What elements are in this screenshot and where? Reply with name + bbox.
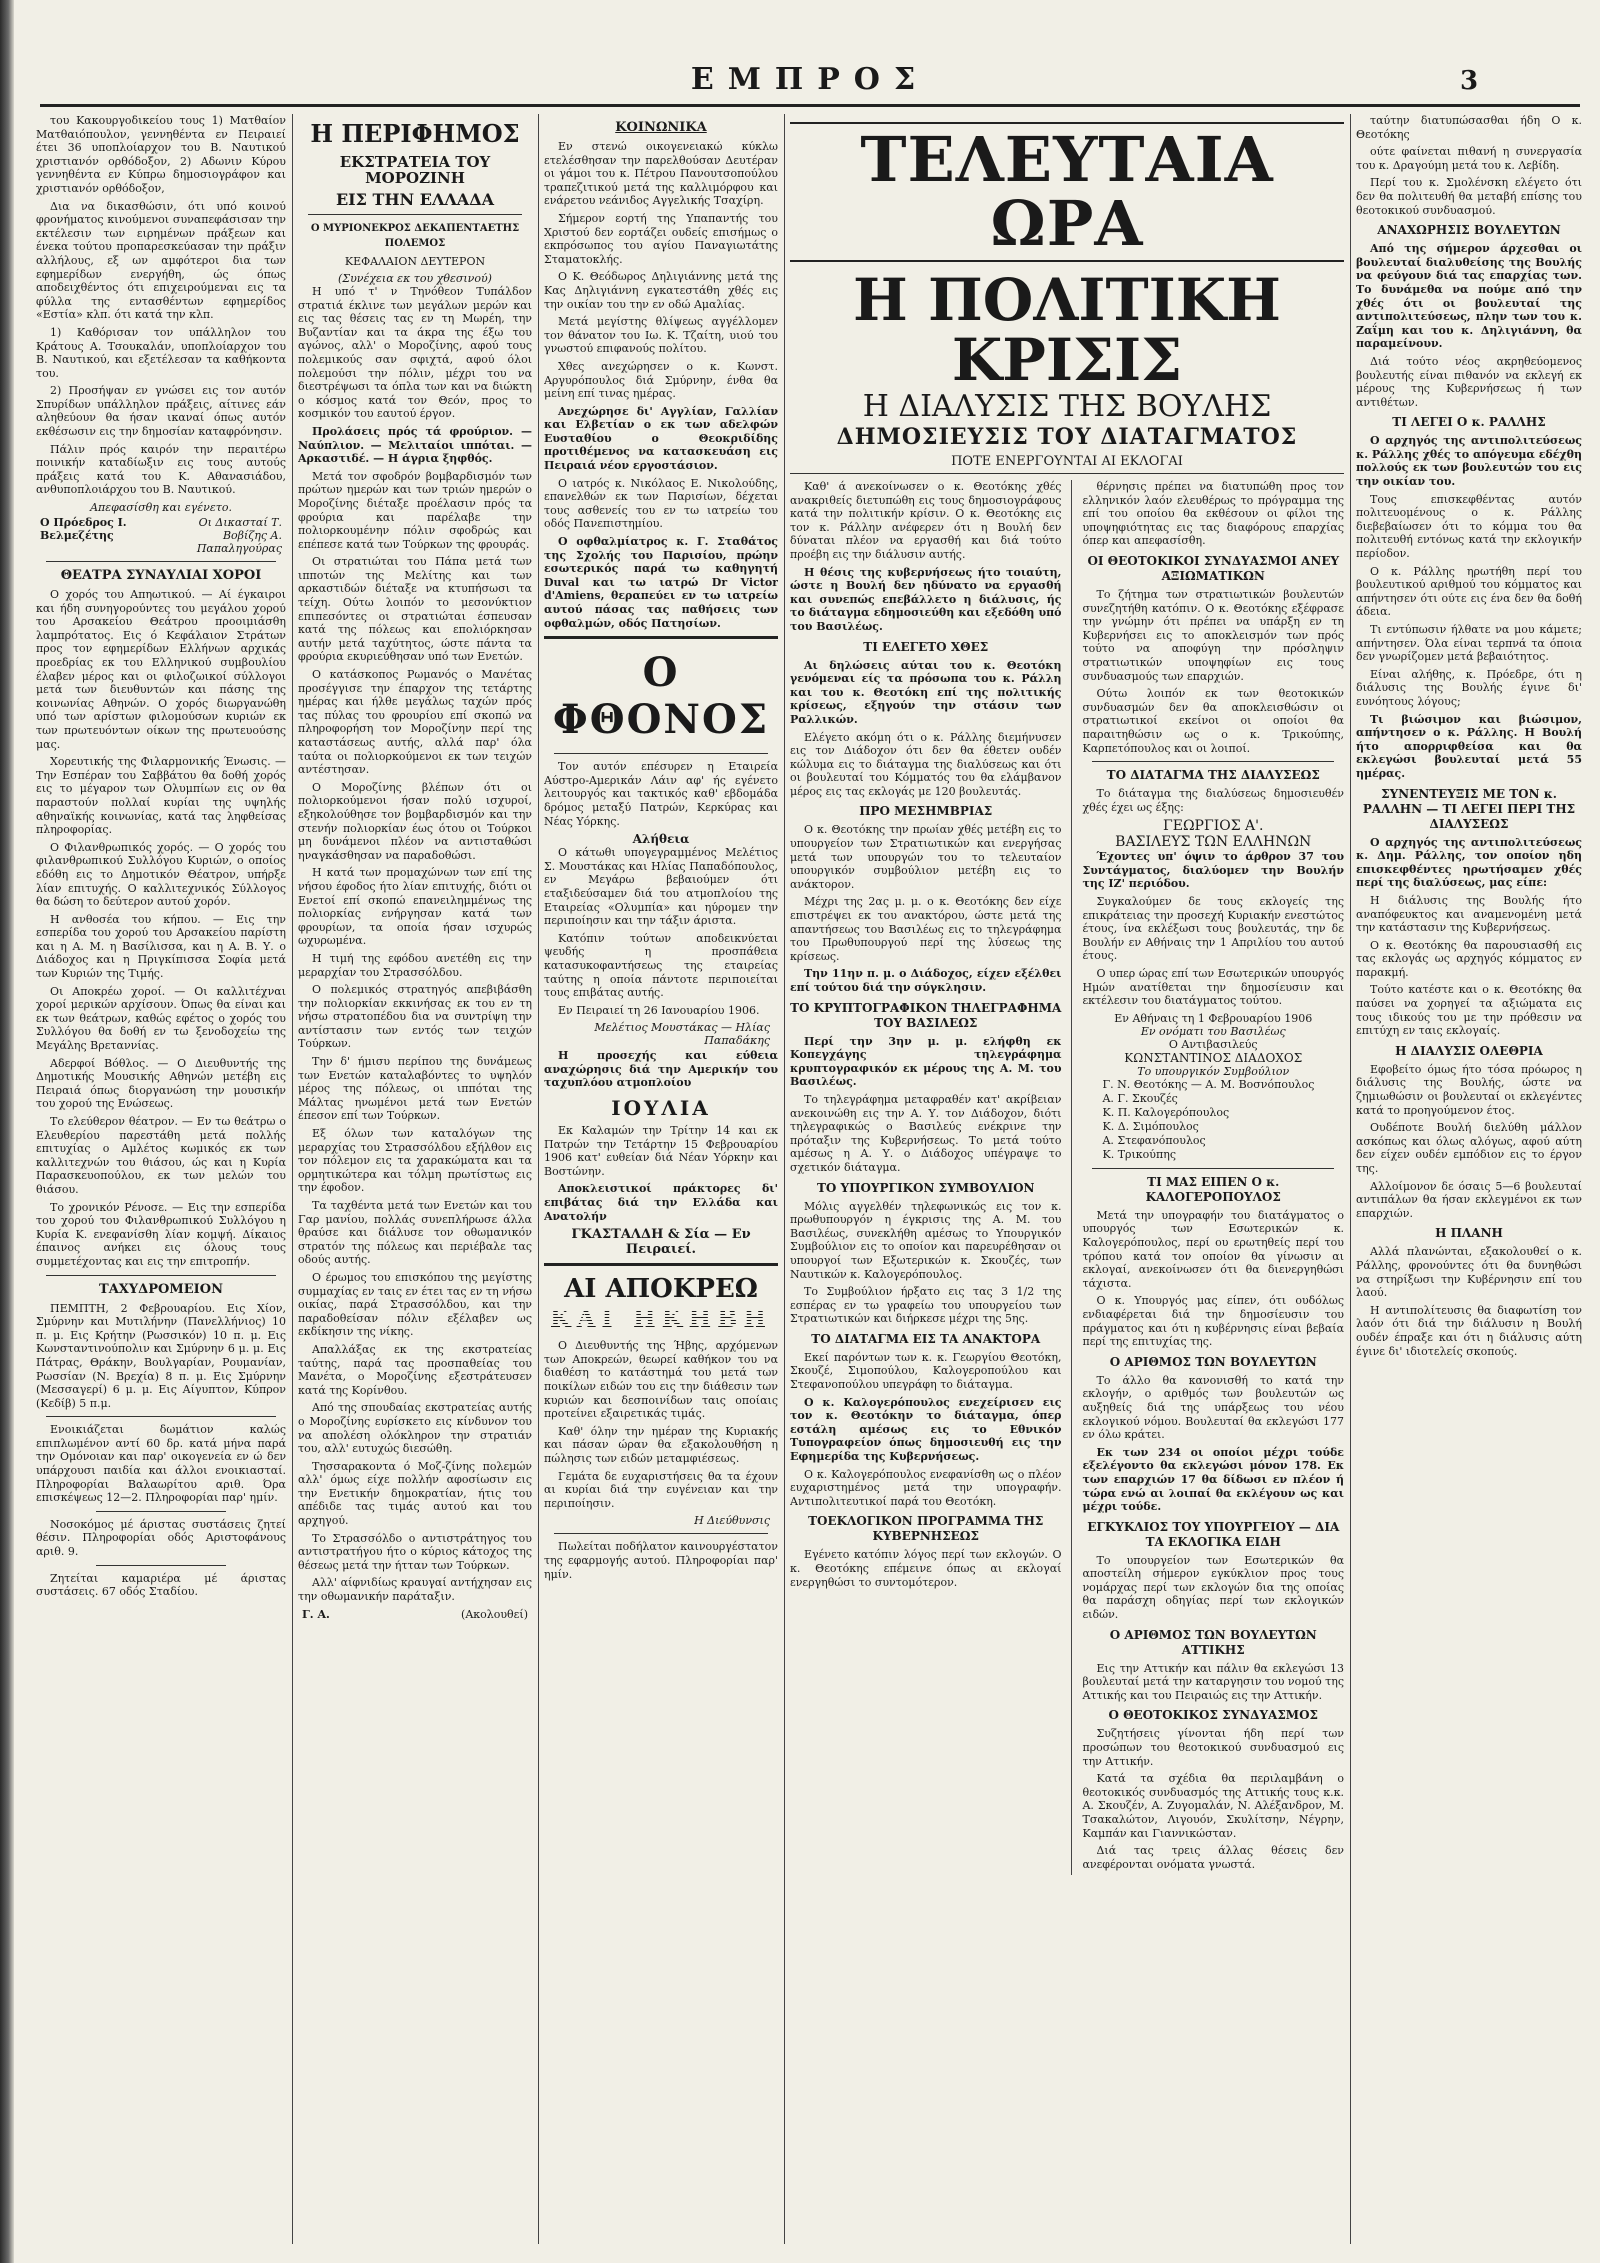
page-binding-edge — [0, 0, 14, 2263]
divider — [544, 1263, 778, 1266]
article-paragraph: Χθες ανεχώρησεν ο κ. Κωνστ. Αργυρόπουλος διά Σμύρνην, ένθα θα μείνη επί τινας ημέρας. — [544, 359, 778, 401]
classified-ad: Ζητείται καμαριέρα μέ άριστας συστάσεις. 67 οδός Σταδίου. — [36, 1571, 286, 1599]
masthead-title: ΕΜΠΡΟΣ — [690, 62, 930, 97]
article-paragraph: Ο Διευθυντής της Ήβης, αρχόμενων των Αποκρεών, θεωρεί καθήκον του να διαθέση το κατάστημά του μετά των ποικίλων ειδών του εις την διάθεσιν των κυριών και δεσποινίδων ταις οποίαις προτείνει εξαιρετικάς τιμάς. — [544, 1339, 778, 1421]
article-paragraph: Ο Φιλανθρωπικός χορός. — Ο χορός του φιλανθρωπικού Συλλόγου Κυριών, ο οποίος εδόθη εις το Δημοτικόν Θέατρον, υπήρξε λίαν επιτυχής. Ο καλλιτεχνικός Σύλλογος θα δώση το δεύτερον αυτού χορόν. — [36, 840, 286, 909]
advertisement-subtitle: ΚΑΙ ΗΚΗΒΗ — [544, 1304, 778, 1333]
article-paragraph: Εκ των 234 οι οποίοι μέχρι τούδε εξελέγοντο θα εκλεγώσι μόνον 178. Εκ των επαρχιών 17 θα δίδωσι εν πλέον ή τώρα ενώ αι λοιπαί θα εκλέγουν ως και μέχρι τούδε. — [1082, 1445, 1344, 1514]
section-heading: ΤΟ ΚΡΥΠΤΟΓΡΑΦΙΚΟΝ ΤΗΛΕΓΡΑΦΗΜΑ ΤΟΥ ΒΑΣΙΛΕΩΣ — [790, 1000, 1062, 1030]
section-label: Αλήθεια — [632, 832, 690, 847]
article-paragraph: Η διάλυσις της Βουλής ήτο αναπόφευκτος και αναμενομένη μετά την κατάστασιν της Κυβερνήσεως. — [1356, 893, 1582, 935]
article-paragraph: Μόλις αγγελθέν τηλεφωνικώς εις τον κ. πρωθυπουργόν η έγκρισις της Α. Μ. του Βασιλέως, συνεκλήθη αμέσως το Υπουργικόν Συμβούλιον εις το οποίον και παρευρέθησαν οι υπουργοί των Εξωτερικών κ. Σκουζές, των Ναυτικών κ. Καλογερόπουλος. — [790, 1199, 1062, 1281]
article-paragraph: Το υπουργείον των Εσωτερικών θα αποστείλη σήμερον εγκύκλιον προς τους νομάρχας περί των εκλογών δια της οποίας θα παράσχη οδηγίας περί των εκλογικών ειδών. — [1082, 1553, 1344, 1622]
article-paragraph: Εγένετο κατόπιν λόγος περί των εκλογών. Ο κ. Θεοτόκης επέμεινε όπως αι εκλογαί ενεργηθώσι το συντομότερον. — [790, 1548, 1062, 1589]
article-paragraph: Περί του κ. Σμολένσκη ελέγετο ότι δεν θα πολιτευθή θα μεταβή επίσης του θεοτοκικού συνδυασμού. — [1356, 176, 1582, 217]
article-paragraph: Είναι αλήθης, κ. Πρόεδρε, ότι η διάλυσις της Βουλής έγινε δι' ευνόητους λόγους; — [1356, 667, 1582, 708]
classified-ad: Ενοικιάζεται δωμάτιον καλώς επιπλωμένον αντί 60 δρ. κατά μήνα παρά την Ομόνοιαν και παρ' οικογενεία εν ώ δεν υπάρχουσι παιδία και άλλοι ενοικιασταί. Πληροφορίαι Βαλαωρίτου αριθ. Όρα επισκέψεως 12—2. Πληροφορίαι παρ' ημίν. — [36, 1423, 286, 1505]
article-paragraph: Το άλλο θα κανονισθή το κατά την εκλογήν, ο αριθμός των βουλευτών ως αυξηθείς διά της υπάρξεως του νέου εκλογικού νόμου. Βουλευταί θα εκλεγώσι 177 εν όλω κράτει. — [1082, 1373, 1344, 1442]
list-item — [1082, 1134, 1344, 1148]
divider — [96, 1511, 226, 1512]
headline-political-crisis: Η ΠΟΛΙΤΙΚΗ ΚΡΙΣΙΣ — [853, 266, 1281, 394]
decree-line: Ο Αντιβασιλεύς — [1168, 1037, 1258, 1051]
article-paragraph: Τι βιώσιμον και βιώσιμον, απήντησεν ο κ. Ράλλης. Η Βουλή ήτο απορριφθείσα και θα εκλεγώσι βουλευταί μετά 55 ημέρας. — [1356, 712, 1582, 780]
signature: Η Διεύθυνσις — [694, 1514, 770, 1528]
column-6 — [1356, 114, 1582, 2254]
minister: Κ. Δ. Σιμόπουλος — [1102, 1119, 1199, 1133]
article-paragraph: Την δ' ήμισυ περίπου της δυνάμεως των Ενετών καταλαβόντες το υψηλόν μέρος της πόλεως, οι ιππόται της Μάλτας ηνωμένοι μετά των Ενετών έπεσον επί των Τούρκων. — [298, 1055, 532, 1123]
article-paragraph: Αλλοίμονον δε όσαις 5—6 βουλευταί αντιπάλων θα ήσαν εκλεγμένοι εκ των επαρχιών. — [1356, 1179, 1582, 1220]
article-paragraph: Διά τας τρεις άλλας θέσεις δεν ανεφέρονται ονόματα γνωστά. — [1082, 1844, 1344, 1871]
article-paragraph: Ο κ. Θεοτόκης την πρωίαν χθές μετέβη εις το υπουργείον των Στρατιωτικών και ενεργήσας μετά των υπουργών του το τελευταίον υπουργικόν συμβούλιον μετέβη εις το ανάκτορον. — [790, 823, 1062, 891]
article-footer — [302, 1608, 528, 1621]
article-paragraph: Το Συμβούλιον ήρξατο εις τας 3 1/2 της εσπέρας εν τω γραφείω του υπουργείου των Στρατιωτικών και διήρκεσε μέχρι της 5ης. — [790, 1285, 1062, 1326]
list-item — [1082, 1092, 1344, 1106]
column-3 — [544, 114, 778, 2254]
headline-dissolution: Η ΔΙΑΛΥΣΙΣ ΤΗΣ ΒΟΥΛΗΣ — [862, 389, 1272, 424]
column-divider — [1350, 114, 1351, 2244]
advertisement-title: Ο ΦΘΟΝΟΣ — [552, 649, 770, 744]
section-heading: ΤΙ ΛΕΓΕΙ Ο κ. ΡΑΛΛΗΣ — [1392, 415, 1546, 430]
continuation-note: (Συνέχεια εκ του χθεσινού) — [338, 272, 492, 285]
headline-decree: ΔΗΜΟΣΙΕΥΣΙΣ ΤΟΥ ΔΙΑΤΑΓΜΑΤΟΣ — [836, 424, 1298, 450]
article-paragraph: Ο Μοροζίνης βλέπων ότι οι πολιορκούμενοι ήσαν πολύ ισχυροί, εξηκολούθησε τον βομβαρδισμόν και την στενήν πολιορκίαν έως ότου οι Τούρκοι μη δυνάμενοι πλέον να αντισταθώσι ηναγκάσθησαν να παραδοθώσι. — [298, 780, 532, 862]
article-paragraph: Η ανθοσέα του κήπου. — Εις την εσπερίδα του χορού του Αρσακείου παρίστη και η Α. Μ. η Βασίλισσα, και η Α. Β. Υ. ο Διάδοχος και η Πριγκίπισσα Σοφία μετά των Κυριών της Τιμής. — [36, 912, 286, 981]
article-paragraph: Πάλιν πρός καιρόν την περαιτέρω ποινικήν καταδίωξιν εις τους αυτούς πράξεις κατά του Κ. Αθανασιάδου, ανθυποπλοιάρχου του Β. Ναυτικού. — [36, 442, 286, 497]
minister-list — [1082, 1078, 1344, 1162]
section-heading: ΤΟ ΔΙΑΤΑΓΜΑ ΕΙΣ ΤΑ ΑΝΑΚΤΟΡΑ — [811, 1331, 1041, 1346]
article-paragraph: Συζητήσεις γίνονται ήδη περί των προσώπων του θεοτοκικού συνδυασμού εις την Αττικήν. — [1082, 1727, 1344, 1768]
article-paragraph: Ο κάτωθι υπογεγραμμένος Μελέτιος Σ. Μουστάκας και Ηλίας Παπαδόπουλος, εν Μεγάρω βεβαιούμεν ότι εταξιδεύσαμεν διά του ατμοπλοίου της Εταιρείας «Ολυμπία» και ηύρομεν την περιποίησιν και την τάξιν άριστα. — [544, 846, 778, 928]
section-heading: ΚΟΙΝΩΝΙΚΑ — [615, 120, 707, 135]
article-paragraph: Ο υπερ ώρας επί των Εσωτερικών υπουργός Ημών ανατίθεται την δημοσίευσιν και εκτέλεσιν του διατάγματος τούτου. — [1082, 967, 1344, 1008]
king-name: ΓΕΩΡΓΙΟΣ Α'. — [1163, 818, 1264, 835]
page-number: 3 — [1460, 66, 1479, 96]
divider — [544, 636, 778, 639]
minister: Α. Στεφανόπουλος — [1102, 1133, 1206, 1147]
ship-name: ΙΟΥΛΙΑ — [611, 1096, 711, 1121]
divider — [1092, 761, 1334, 762]
minister: Κ. Τρικούπης — [1102, 1147, 1176, 1161]
article-paragraph: Καθ' ά ανεκοίνωσεν ο κ. Θεοτόκης χθές ανακριθείς διετυπώθη εις τους δημοσιογράφους κατά την πολιτικήν κρίσιν. Ο κ. Θεοτόκης εις τον κ. Ράλλην ανέφερεν ότι η Βουλή δεν δύναται πλέον να εργασθή και διά τούτο προέβη εις την διάλυσιν αυτής. — [790, 480, 1062, 561]
section-heading: ΑΝΑΧΩΡΗΣΙΣ ΒΟΥΛΕΥΤΩΝ — [1377, 223, 1561, 238]
headline-last-hour: ΤΕΛΕΥΤΑΙΑ ΩΡΑ — [860, 123, 1274, 260]
article-paragraph: Αλλ' αίφνιδίως κραυγαί αντήχησαν εις την οθωμανικήν παράταξιν. — [298, 1576, 532, 1604]
minister: Α. Γ. Σκουζές — [1102, 1091, 1178, 1105]
list-item — [1082, 1148, 1344, 1162]
section-heading: ΤΟΕΚΛΟΓΙΚΟΝ ΠΡΟΓΡΑΜΜΑ ΤΗΣ ΚΥΒΕΡΝΗΣΕΩΣ — [808, 1514, 1044, 1544]
article-paragraph: Ο Κ. Θεόδωρος Δηλιγιάννης μετά της Κας Δηλιγιάννη εγκατεστάθη χθές εις την οικίαν του την εν οδώ Αμαλίας. — [544, 270, 778, 311]
article-paragraph: Τησσαρακοντα ό Μοζ-ζίνης πολεμών αλλ' όμως είχε πολλήν αφοσίωσιν εις την Ενετικήν δημοκρατίαν, ήτις του απέδιδε τας τιμάς αυτού και του αρχηγού. — [298, 1459, 532, 1528]
article-paragraph: Σήμερον εορτή της Υπαπαντής του Χριστού δεν εορτάζει ουδείς επισήμως ο εκπρόσωπος του αγίου Παναγιωτάτης Σταματοκλής. — [544, 211, 778, 266]
section-heading: Η ΔΙΑΛΥΣΙΣ ΟΛΕΘΡΙΑ — [1395, 1043, 1543, 1058]
divider — [46, 1275, 276, 1276]
masthead-rule — [40, 104, 1580, 107]
divider — [554, 1533, 768, 1534]
two-column-body — [790, 480, 1344, 1875]
section-heading: ΤΑΧΥΔΡΟΜΕΙΟΝ — [99, 1281, 223, 1297]
decree-line: Το υπουργικόν Συμβούλιον — [1137, 1064, 1290, 1078]
decree-date: Εν Αθήναις τη 1 Φεβρουαρίου 1906 — [1114, 1011, 1313, 1025]
article-paragraph: Τους επισκεφθέντας αυτόν πολιτευομένους ο κ. Ράλλης διεβεβαίωσεν ότι το κόμμα του θα πολιτευθή εντόνως κατά την εκλογικήν περίοδον. — [1356, 492, 1582, 561]
divider — [308, 214, 522, 215]
article-paragraph: Η κατά των προμαχώνων των επί της νήσου έφοδος ήτο λίαν επιτυχής, διότι οι Ενετοί επί σκοπώ επανειλημμένως της πολιορκίας ενήργησαν κατά των φρουρίων, τα οποία ήσαν ισχυρώς ωχυρωμένα. — [298, 866, 532, 948]
article-paragraph: Ο κ. Θεοτόκης θα παρουσιασθή εις τας εκλογάς ως αρχηγός κόμματος εν παρακμή. — [1356, 938, 1582, 979]
headline-box — [790, 122, 1344, 262]
article-paragraph: Η προσεχής και εύθεια αναχώρησις διά την Αμερικήν του ταχυπλόου ατμοπλοίου — [544, 1049, 778, 1090]
article-paragraph: Οι Αποκρέω χοροί. — Οι καλλιτέχναι χοροί μερικών αρχίσουν. Όπως θα είναι και εκ των θεάτρων, καθώς εφέτος ο χορός του Συλλόγου θα δοθή εν τω ξενοδοχείω της Μεγάλης Βρεταννίας. — [36, 984, 286, 1053]
article-paragraph: Το ελεύθερον θέατρον. — Εν τω θεάτρω ο Ελευθερίου παρεστάθη μετά πολλής επιτυχίας ο Αμλέτος κωμικός εκ των καλλιτεχνών του θιάσου, ώς και η Κυρία Παρασκευοπούλου, εκ των μελών του θιάσου. — [36, 1115, 286, 1196]
section-heading: Ο ΑΡΙΘΜΟΣ ΤΩΝ ΒΟΥΛΕΥΤΩΝ ΑΤΤΙΚΗΣ — [1109, 1627, 1317, 1657]
article-paragraph: Αι δηλώσεις αύται του κ. Θεοτόκη γενόμεναι είς τα πρόσωπα του κ. Ράλλη και του κ. Θεοτόκη επί της πολιτικής κρίσεως, εξηγούν την στάσιν των Ραλλικών. — [790, 658, 1062, 726]
minister: Γ. Ν. Θεοτόκης — Α. Μ. Βοσνόπουλος — [1102, 1077, 1315, 1091]
article-paragraph: Ουδέποτε Βουλή διελύθη μάλλον ασκόπως και όλως αλόγως, αφού αύτη δεν είχεν ουδέν εμπόδιον εις το έργον της. — [1356, 1121, 1582, 1175]
article-paragraph: Κατά τα σχέδια θα περιλαμβάνη ο θεοτοκικός συνδυασμός της Αττικής τους κ.κ. Α. Σκουζέν, Α. Ζυγομαλάν, Ν. Αλέξανδρον, Μ. Τσακαλώτον, Λιγουόν, Σκυλίτσην, Νέγρην, Καμπάν και Γιαννικώσταν. — [1082, 1772, 1344, 1840]
column-2 — [298, 114, 532, 2254]
article-paragraph: ΠΕΜΠΤΗ, 2 Φεβρουαρίου. Εις Χίον, Σμύρνην και Μυτιλήνην (Πανελλήνιος) 10 π. μ. Εις Κρήτην (Ρωσσικόν) 10 π. μ. Εις Κωνσταντινούπολιν και Σμύρνην 6 μ. μ. Εις Πάτρας, Θράκην, Βουλγαρίαν, Ρουμανίαν, Ρωσσίαν (Ν. Βρεχία) 8 π. μ. Εις Σμύρνην (Μεσσαγερί) 6 μ. μ. Εις Αίγυπτον, Κύπρον (Κεδίβ) 5 π.μ. — [36, 1301, 286, 1410]
article-paragraph: Συγκαλούμεν δε τους εκλογείς της επικράτειας την προσεχή Κυριακήν ενεστώτος έτους, ίνα εκλέξωσι τους βουλευτάς, την δε Βουλήν εν Αθήναις την 1 Απριλίου του αυτού έτους. — [1082, 895, 1344, 963]
chapter-label: ΚΕΦΑΛΑΙΟΝ ΔΕΥΤΕΡΟΝ — [344, 255, 486, 268]
article-paragraph: Μέχρι της 2ας μ. μ. ο κ. Θεοτόκης δεν είχε επιστρέψει εκ του ανακτόρου, ώστε μετά της απαντήσεως του Βασιλέως εις το τηλεγράφημα του Πρωθυπουργού περί της λύσεως της κρίσεως. — [790, 895, 1062, 963]
article-paragraph: Εκ Καλαμών την Τρίτην 14 και εκ Πατρών την Τετάρτην 15 Φεβρουαρίου 1906 κατ' ευθείαν διά Νέαν Υόρκην και Βοστώνην. — [544, 1124, 778, 1178]
article-paragraph: Εφοβείτο όμως ήτο τόσα πρόωρος η διάλυσις της Βουλής, ώστε να ζημιωθώσιν οι βουλευταί οι εκλεγέντες κατά το προηγούμενον έτος. — [1356, 1062, 1582, 1117]
section-heading: ΣΥΝΕΝΤΕΥΞΙΣ ΜΕ ΤΟΝ κ. ΡΑΛΛΗΝ — ΤΙ ΛΕΓΕΙ ΠΕΡΙ ΤΗΣ ΔΙΑΛΥΣΕΩΣ — [1362, 786, 1576, 831]
article-paragraph: Έχοντες υπ' όψιν το άρθρον 37 του Συντάγματος, διαλύομεν την Βουλήν της ΙΖ' περιόδου. — [1082, 850, 1344, 891]
subcolumn-right — [1082, 480, 1344, 1875]
article-paragraph: Εκεί παρόντων των κ. κ. Γεωργίου Θεοτόκη, Σκουζέ, Σιμοπούλου, Καλογεροπούλου και Στεφανοπούλου υπεγράφη το διάταγμα. — [790, 1350, 1062, 1392]
list-item — [1082, 1078, 1344, 1092]
section-heading: ΤΙ ΜΑΣ ΕΙΠΕΝ Ο κ. ΚΑΛΟΓΕΡΟΠΟΥΛΟΣ — [1145, 1174, 1281, 1204]
article-paragraph: Ανεχώρησε δι' Αγγλίαν, Γαλλίαν και Ελβετίαν ο εκ των αδελφών Ευσταθίου ο Θεοκριδίδης προτιθέμενος να κατασκευάση εις Πειραιά νέον εργοστάσιον. — [544, 404, 778, 473]
section-heading: ΟΙ ΘΕΟΤΟΚΙΚΟΙ ΣΥΝΔΥΑΣΜΟΙ ΑΝΕΥ ΑΞΙΩΜΑΤΙΚΩΝ — [1087, 553, 1340, 583]
article-paragraph: Γεμάτα δε ευχαριστήσεις θα τα έχουν αι κυρίαι διά την ευγένειαν και την περιποίησιν. — [544, 1469, 778, 1510]
article-paragraph: Ο χορός του Απηωτικού. — Αί έγκαιροι και ήδη συνηγορούντες του μεγάλου χορού του Αρσακείου Θεάτρου προοιμιάσθη λαμπρότατος. Εις ό Κεφάλαιον Στράτων προς τον εφημερίδων Ελλήνων αρχικάς προεδρίας εκ του Ελληνικού συμβουλίου έλαβεν μέρος και οι φιλοζωικοί σύλλογοι μετά των διευθυντών και πάσης της κοινωνίας Αθηνών. Ο χορός διωργανώθη υπό των αρίστων φιλομούσων κυριών εκ των πρωτευόντων οίκων της πρωτευούσης μας. — [36, 588, 286, 751]
article-paragraph: Ο κ. Καλογερόπουλος ενεχείρισεν εις τον κ. Θεοτόκην το διάταγμα, όπερ εστάλη αμέσως εις το Εθνικόν Τυπογραφείον όπως δημοσιευθή εις την Εφημερίδα της Κυβερνήσεως. — [790, 1395, 1062, 1464]
article-paragraph: Χορευτικής της Φιλαρμονικής Ένωσις. — Την Εσπέραν του Σαββάτου θα δοθή χορός εις το μέγαρον των Ολυμπίων εις ον θα παραστούν πολλαί κυρίαι της υψηλής αθηναϊκής κοινωνίας, κατά τας ληφθείσας πληροφορίας. — [36, 755, 286, 837]
article-paragraph: Ο πολεμικός στρατηγός απεβιβάσθη την πολιορκίαν εκκινήσας εκ του εν τη νήσω στρατοπέδου δια να συντρίψη την αντίστασιν των εντός των τειχών Τούρκων. — [298, 983, 532, 1051]
signature-left: Ο Πρόεδρος Ι. Βελμεζέτης — [40, 516, 127, 543]
article-paragraph: Ο ιατρός κ. Νικόλαος Ε. Νικολούδης, επανελθών εκ των Παρισίων, δέχεται τους ασθενείς του εν τω ιατρείω του οδός Πανεπιστημίου. — [544, 476, 778, 531]
article-paragraph: Καθ' όλην την ημέραν της Κυριακής και πάσαν ώραν θα εξακολουθήση η πώλησις των ειδών μεταμφιέσεως. — [544, 1424, 778, 1465]
verdict-note: Απεφασίσθη και εγένετο. — [90, 501, 232, 515]
article-paragraph: Ο αρχηγός της αντιπολιτεύσεως κ. Δημ. Ράλλης, τον οποίον ηδη επισκεφθέντες ηρωτήσαμεν χθές περί της διαλύσεως, μας είπε: — [1356, 835, 1582, 890]
article-paragraph: Ο κατάσκοπος Ρωμανός ο Μανέτας προσέγγισε την έπαρχον της τετάρτης ημέρας και ήλθε μεγάλως ταχών πρός τας πύλας του φρουρίου επί σκοπώ να πληροφορήση τον Μοροζίνην περί της καταστάσεως αυτής, αλλά παρ' όλα ταύτα οι πολιορκούμενοι εκ των τειχών αντέστησαν. — [298, 668, 532, 777]
divider — [46, 1416, 276, 1417]
section-heading: ΤΟ ΥΠΟΥΡΓΙΚΟΝ ΣΥΜΒΟΥΛΙΟΝ — [816, 1180, 1035, 1195]
article-paragraph: Αλλά πλανώνται, εξακολουθεί ο κ. Ράλλης, φρονούντες ότι θα δυνηθώσι να στηρίξωσι την Κυβέρνησιν επί του λαού. — [1356, 1245, 1582, 1300]
section-heading: Ο ΑΡΙΘΜΟΣ ΤΩΝ ΒΟΥΛΕΥΤΩΝ — [1109, 1354, 1317, 1369]
headline-elections: ΠΟΤΕ ΕΝΕΡΓΟΥΝΤΑΙ ΑΙ ΕΚΛΟΓΑΙ — [790, 454, 1344, 474]
article-title: ΕΙΣ ΤΗΝ ΕΛΛΑΔΑ — [335, 190, 495, 209]
article-paragraph: Το τηλεγράφημα μεταφραθέν κατ' ακρίβειαν ανεκοινώθη εις την Α. Υ. τον Διάδοχον, διότι τηλεγραφικώς ο Βασιλεύς ενέκρινε την πρόταξιν της Κυβερνήσεως. Το μετά τούτο αμέσως η Α. Υ. ο Διάδοχος υπέγραψε το σχετικόν διάταγμα. — [790, 1092, 1062, 1174]
section-heading: ΘΕΑΤΡΑ ΣΥΝΑΥΛΙΑΙ ΧΟΡΟΙ — [60, 568, 262, 584]
article-title: Η ΠΕΡΙΦΗΜΟΣ — [310, 119, 520, 148]
article-paragraph: Εξ όλων των καταλόγων της μεραρχίας του Στρασσόλδου εξήλθον εις τον πόλεμον εις τα χαρακώματα και τα ορμητικώτερα και τόλμη πρωτίστως εις την έφοδον. — [298, 1127, 532, 1195]
advertisement-title: ΑΙ ΑΠΟΚΡΕΩ — [564, 1274, 758, 1305]
to-be-continued: (Ακολουθεί) — [461, 1607, 528, 1621]
article-paragraph: Μετά την υπογραφήν του διατάγματος ο υπουργός των Εσωτερικών κ. Καλογερόπουλος, περί ου ερωτηθείς περί του τρόπου κατά τον οποίον θα γίνωσιν αι εκλογαί, ανεκοίνωσεν ότι θα διενεργηθώσι τάχιστα. — [1082, 1208, 1344, 1290]
article-paragraph: Οι στρατιώται του Πάπα μετά των ιπποτών της Μελίτης και των αρκαστιδών διέταξε να κτυπήσωσι τα τείχη. Ούτω λοιπόν το μεσονύκτιον επιπεσόντες οι στρατιώται έσπευσαν κατά της πόλεως και επολιόρκησαν αυτήν μετά ταχύτητος, ώστε πάντα τα φρούρια εκυριεύθησαν υπό των Ενετών. — [298, 555, 532, 664]
column-divider — [538, 114, 539, 2244]
article-paragraph: Αποκλειστικοί πράκτορες δι' επιβάτας διά την Ελλάδα και Ανατολήν — [544, 1182, 778, 1223]
article-paragraph: Την 11ην π. μ. ο Διάδοχος, είχεν εξέλθει επί τούτου διά την σύγκλησιν. — [790, 967, 1062, 994]
article-paragraph: Εν Πειραιεί τη 26 Ιανουαρίου 1906. — [558, 1003, 760, 1017]
agent-name: ΓΚΑΣΤΑΛΔΗ & Σία — Εν Πειραιεί. — [571, 1227, 751, 1258]
article-paragraph: Ο αρχηγός της αντιπολιτεύσεως κ. Ράλλης χθές το απόγευμα εδέχθη πολλούς εκ των βουλευτών του εις την οικίαν του. — [1356, 434, 1582, 489]
article-paragraph: Εν στενώ οικογενειακώ κύκλω ετελέσθησαν την παρελθούσαν Δευτέραν οι γάμοι του κ. Πέτρου Πανουτσοπούλου τραπεζιτικού μετά της καλλιμόρφου και ενάρετου νεάνιδος Αγγελικής Τσαχίρη. — [544, 140, 778, 208]
divider — [554, 753, 768, 754]
column-divider — [292, 114, 293, 2244]
article-paragraph: ταύτην διατυπώσασθαι ήδη Ο κ. Θεοτόκης — [1356, 114, 1582, 141]
article-paragraph: Ο κ. Υπουργός μας είπεν, ότι ουδόλως ενδιαφέρεται διά την δημοσίευσιν του πράγματος και ότι η κυβέρνησις είναι βεβαία περί της επιτυχίας της. — [1082, 1294, 1344, 1349]
section-heading: ΕΓΚΥΚΛΙΟΣ ΤΟΥ ΥΠΟΥΡΓΕΙΟΥ — ΔΙΑ ΤΑ ΕΚΛΟΓΙΚΑ ΕΙΔΗ — [1087, 1519, 1340, 1549]
article-paragraph: θέρνησις πρέπει να διατυπώθη προς τον ελληνικόν λαόν ελευθέρως το πρόγραμμα της επί του οποίου θα εκθέσουν οι φίλοι της υποψηφιότητας εις τας διαφόρους επαρχίας όπερ και απεφασίσθη. — [1082, 480, 1344, 548]
article-paragraph: 2) Προσήψαν εν γνώσει εις τον αυτόν Σπυρίδων υπάλληλον πράξεις, αίτινες εάν αληθεύουν θα ήσαν ικαναί όπως αυτόν εκθέσωσιν εις την δημοσίαν καταφρόνησιν. — [36, 384, 286, 439]
article-paragraph: Διά τούτο νέος ακρηθεύομενος βουλευτής είναι πιθανόν να εκλεγή εκ μέρους της Κυβερνήσεως ή των αντιθέτων. — [1356, 354, 1582, 409]
classified-ad: Νοσοκόμος μέ άριστας συστάσεις ζητεί θέσιν. Πληροφορίαι οδός Αριστοφάνους αριθ. 9. — [36, 1517, 286, 1559]
article-paragraph: Δια να δικασθώσιν, ότι υπό κοινού φρονήματος κινούμενοι συναπεφάσισαν την εκτέλεσιν των ειρημένων πράξεων και ένεκα τούτου προπαρεσκεύασαν την πράξιν αλλήλους, εξ ων αμφότεροι δια των εφημερίδων ενεργήθη, ώς όπως αποδειχθέντος ότι επιχειρούμεναι εις τα φύλλα της εντασθέντων εφημερίδος «Εστία» κλπ. ότι κατά την κλπ. — [36, 199, 286, 322]
list-item — [1082, 1120, 1344, 1134]
column-4 — [790, 114, 1344, 2254]
article-paragraph: Ο κ. Ράλλης ηρωτήθη περί του βουλευτικού αριθμού του κόμματος και απήντησεν ότι ούτε εις ένα δεν θα δοθή άδεια. — [1356, 564, 1582, 619]
article-title: ΕΚΣΤΡΑΤΕΙΑ ΤΟΥ ΜΟΡΟΖΙΝΗ — [339, 153, 491, 187]
article-paragraph: Αδερφοί Βόθλος. — Ο Διευθυντής της Δημοτικής Μουσικής Αθηνών μετέβη εις Πειραιά όπως διοργανώση την μουσικήν του χορού της Ενώσεως. — [36, 1056, 286, 1111]
column-divider — [784, 114, 785, 2244]
section-heading: Ο ΘΕΟΤΟΚΙΚΟΣ ΣΥΝΔΥΑΣΜΟΣ — [1108, 1708, 1319, 1723]
article-paragraph: Κατόπιν τούτων αποδεικνύεται ψευδής η προσπάθεια κατασυκοφαντήσεως της εταιρείας ταύτης η οποία πάντοτε περιποιείται τους επιβάτας αυτής. — [544, 931, 778, 1000]
article-paragraph: Εις την Αττικήν και πάλιν θα εκλεγώσι 13 βουλευταί μετά την καταργησιν του νομού της Αττικής και του Πειραιώς εις την Αττικήν. — [1082, 1661, 1344, 1702]
king-title: ΒΑΣΙΛΕΥΣ ΤΩΝ ΕΛΛΗΝΩΝ — [1115, 834, 1312, 851]
article-paragraph: Το Στρασσόλδο ο αντιστράτηγος του αντιστρατήγου ήτο ο κύριος κάτοχος της θέσεως μετά την ήτταν των Τούρκων. — [298, 1531, 532, 1572]
author-signature: Γ. Α. — [302, 1607, 330, 1621]
divider — [96, 1565, 226, 1566]
article-paragraph: Το ζήτημα των στρατιωτικών βουλευτών συνεζητήθη κατόπιν. Ο κ. Θεοτόκης εξέφρασε την γνώμην ότι πρέπει να υπάρξη εν τη Κυβερνήσει εις το αποκλεισμόν των πρός τούτο να αποφύγη την πρόσληψιν στρατιωτικών υποψηφίων εις τους συνδυασμούς των επαρχιών. — [1082, 587, 1344, 683]
subcolumn-left — [790, 480, 1061, 1875]
section-heading: ΤΙ ΕΛΕΓΕΤΟ ΧΘΕΣ — [863, 639, 989, 654]
article-paragraph: Ούτω λοιπόν εκ των θεοτοκικών συνδυασμών δεν θα αποκλεισθώσιν οι στρατιωτικοί εκείνοι οι οποίοι θα παραιτηθώσιν ως ο κ. Τρικούπης, Καρπετόπουλος και οι λοιποί. — [1082, 687, 1344, 755]
divider — [1092, 1168, 1334, 1169]
section-heading: Η ΠΛΑΝΗ — [1435, 1226, 1503, 1241]
section-heading: ΤΟ ΔΙΑΤΑΓΜΑ ΤΗΣ ΔΙΑΛΥΣΕΩΣ — [1106, 768, 1320, 783]
column-1 — [36, 114, 286, 2254]
article-paragraph: Η αντιπολίτευσις θα διαφωτίση τον λαόν ότι διά την διάλυσιν η Βουλή ουδέν έπραξε και ότι η διάλυσις αύτη έγινε δι' ιδιοτελείς σκοπούς. — [1356, 1303, 1582, 1358]
article-paragraph: Ο κ. Καλογερόπουλος ενεφανίσθη ως ο πλέον ευχαριστημένος μετά την υπογραφήν. Αντιπολιτευτικοί παρά του Θεοτόκη. — [790, 1467, 1062, 1508]
article-paragraph: Περί την 3ην μ. μ. ελήφθη εκ Κοπεγχάγης τηλεγράφημα κρυπτογραφικόν εκ μέρους της Α. Μ. του Βασιλέως. — [790, 1034, 1062, 1089]
article-subtitle: Ο ΜΥΡΙΟΝΕΚΡΟΣ ΔΕΚΑΠΕΝΤΑΕΤΗΣ ΠΟΛΕΜΟΣ — [310, 223, 520, 249]
article-paragraph: Το χρονικόν Ρένοσε. — Εις την εσπερίδα του χορού του Φιλανθρωπικού Συλλόγου η Κυρία Κ. ενεφανίσθη λίαν κομψή. Δίκαιος έπαινος ανήκει εις όλους τους συμμετέχοντας και εις την επιτροπήν. — [36, 1200, 286, 1268]
signatures — [40, 516, 282, 555]
classified-ad: Πωλείται ποδήλατον καινουργέστατον της εφαρμογής αυτού. Πληροφορίαι παρ' ημίν. — [544, 1540, 778, 1581]
article-paragraph: Το διάταγμα της διαλύσεως δημοσιευθέν χθές έχει ως έξης: — [1082, 787, 1344, 814]
divider — [46, 561, 276, 562]
article-paragraph: Τι εντύπωσιν ήλθατε να μου κάμετε; απήντησεν. Όλα είναι τερπνά τα όποια δεν γνωρίζομεν μετά βεβαιότητος. — [1356, 623, 1582, 664]
list-item — [1082, 1106, 1344, 1120]
article-paragraph: Από της σήμερον άρχεσθαι οι βουλευταί διαλυθείσης της Βουλής να φεύγουν διά τας επαρχίας των. Το δυνάμεθα να πούμε από την χθές ότι οι βουλευταί της αντιπολιτεύσεως, πλην των του κ. Ζαΐμη και του κ. Δηλιγιάννη, θα παραμείνουν. — [1356, 242, 1582, 351]
signature: Μελέτιος Μουστάκας — Ηλίας Παπαδάκης — [594, 1021, 770, 1048]
subcolumn-divider — [1071, 480, 1072, 1875]
article-paragraph: Η θέσις της κυβερνήσεως ήτο τοιαύτη, ώστε η Βουλή δεν ηδύνατο να εργασθή και συνεπώς επεβάλλετο η διάλυσις, ής το διάταγμα εδημοσιεύθη και εξεδόθη υπό του Βασιλέως. — [790, 565, 1062, 633]
article-paragraph: Μετά τον σφοδρόν βομβαρδισμόν των πρώτων ημερών και των τριών ημερών ο Μοροζίνης διέταξε προέλασιν πρός τα φρούρια και παρέλαβε την πολιορκουμένην πόλιν σφοδρώς και επέπεσε κατά των Τούρκων της φρουράς. — [298, 469, 532, 551]
article-paragraph: Ο οφθαλμίατρος κ. Γ. Σταθάτος της Σχολής του Παρισίου, πρώην εσωτερικός παρά τω καθηγητή Duval και τω ιατρώ Dr Victor d'Amiens, θεραπεύει εν τω ιατρείω αυτού πάσας τας παθήσεις των οφθαλμών, οδός Πατησίων. — [544, 535, 778, 630]
article-paragraph: Η τιμή της εφόδου ανετέθη εις την μεραρχίαν του Στρασσόλδου. — [298, 951, 532, 979]
article-paragraph: Απαλλάξας εκ της εκστρατείας ταύτης, παρά τας προσπαθείας του Μανέτα, ο Μοροζίνης εξεστράτευσεν κατά της Κορίνθου. — [298, 1342, 532, 1397]
article-paragraph: 1) Καθόρισαν τον υπάλληλον του Κράτους Α. Τσουκαλάν, υποπλοίαρχον του Β. Ναυτικού, και εξετέλεσαν τα καθήκοντα του. — [36, 325, 286, 380]
article-paragraph: Τα ταχθέντα μετά των Ενετών και του Γαρ μανίου, πολλάς συνεπλήρωσε άλλα θραύσε και διάλυσε τον οθωμανικόν στρατόν της πόλεως και περιέβαλε τας οδούς αυτής. — [298, 1199, 532, 1267]
article-paragraph: Μετά μεγίστης θλίψεως αγγέλλομεν τον θάνατον του Ιω. Κ. Τζαίτη, υιού του γνωστού επιφανούς πολίτου. — [544, 315, 778, 356]
section-heading: ΠΡΟ ΜΕΣΗΜΒΡΙΑΣ — [859, 804, 993, 819]
article-paragraph: ούτε φαίνεται πιθανή η συνεργασία του κ. Δραγούμη μετά του κ. Λεβίδη. — [1356, 145, 1582, 172]
decree-line: Εν ονόματι του Βασιλέως — [1140, 1024, 1286, 1038]
article-paragraph: Τον αυτόν επέσυρεν η Εταιρεία Αύστρο-Αμερικάν Λάιν αφ' ής εγένετο λειτουργός και τακτικός καθ' εβδομάδα δρόμος μεταξύ Πατρών, Κερκύρας και Νέας Υόρκης. — [544, 760, 778, 828]
article-paragraph: του Κακουργοδικείου τους 1) Ματθαίον Ματθαιόπουλον, γεννηθέντα εν Πειραιεί έτει 36 υποπλοίαρχον του Β. Ναυτικού χριστιανόν ορθόδοξον, 2) Αδωνιν Κύρου γεννηθέντα εν Κύπρω δημοσιογράφον και χριστιανόν ορθόδοξον, — [36, 114, 286, 195]
article-paragraph: Ο έρωμος του επισκόπου της μεγίστης συμμαχίας εν ταις εν έτει τας εν τη νήσω οικίας, παρά Στρασσόλδου, και την παραδοθείσαν πόλιν εξέλαβεν ως εκδίκησιν της νίκης. — [298, 1270, 532, 1339]
article-paragraph: Ελέγετο ακόμη ότι ο κ. Ράλλης διεμήνυσεν εις τον Διάδοχον ότι δεν θα έθετεν ουδέν κώλυμα εις το διάταγμα της διαλύσεως και ότι οι βουλευταί του Κόμματός του θα ελάμβανον μέρος εις τας εκλογάς με 120 βουλευτάς. — [790, 730, 1062, 798]
regent-name: ΚΩΝΣΤΑΝΤΙΝΟΣ ΔΙΑΔΟΧΟΣ — [1124, 1050, 1303, 1065]
article-paragraph: Από της σπουδαίας εκστρατείας αυτής ο Μοροζίνης ευρίσκετο εις κίνδυνον του να απολέση ολόκληρον την στρατιάν του, αλλ' ευτυχώς διεσώθη. — [298, 1401, 532, 1456]
article-paragraph: Η υπό τ' ν Τηνόθεον Τυπάλδον στρατιά έκλινε των μεγάλων μερών και εις τας θέσεις τας εν τη Μωρέη, την Βυζαντίαν και τα άκρα της έξω του αγώνος, αλλ' ο Μοροζίνης, αφού τους πολεμικούς σαν σφιχτά, αφού όλοι πολεμούσι την πόλιν, μέχρι του να διεστρέψωσι τα όπλα των και να διώκτη ο κόσμος κατά τον Θεόν, προς το κοσμικόν του εαυτού έργον. — [298, 285, 532, 421]
article-subhead: Προλάσεις πρός τά φρούριον. — Ναύπλιον. — Μελιταίοι ιππόται. — Αρκαστιδέ. — Η άγρια ξηφθός. — [298, 424, 532, 466]
article-paragraph: Τούτο κατέστε και ο κ. Θεοτόκης θα παύσει να χορηγεί τα αξιώματα εις τους ιδικούς του με την πρόθεσιν να επιτύχη εν ταις εκλογαίς. — [1356, 983, 1582, 1038]
minister: Κ. Π. Καλογερόπουλος — [1102, 1105, 1230, 1119]
signature-right: Οι Δικασταί Τ. Βοβίζης Α. Παπαληγούρας — [196, 516, 282, 556]
